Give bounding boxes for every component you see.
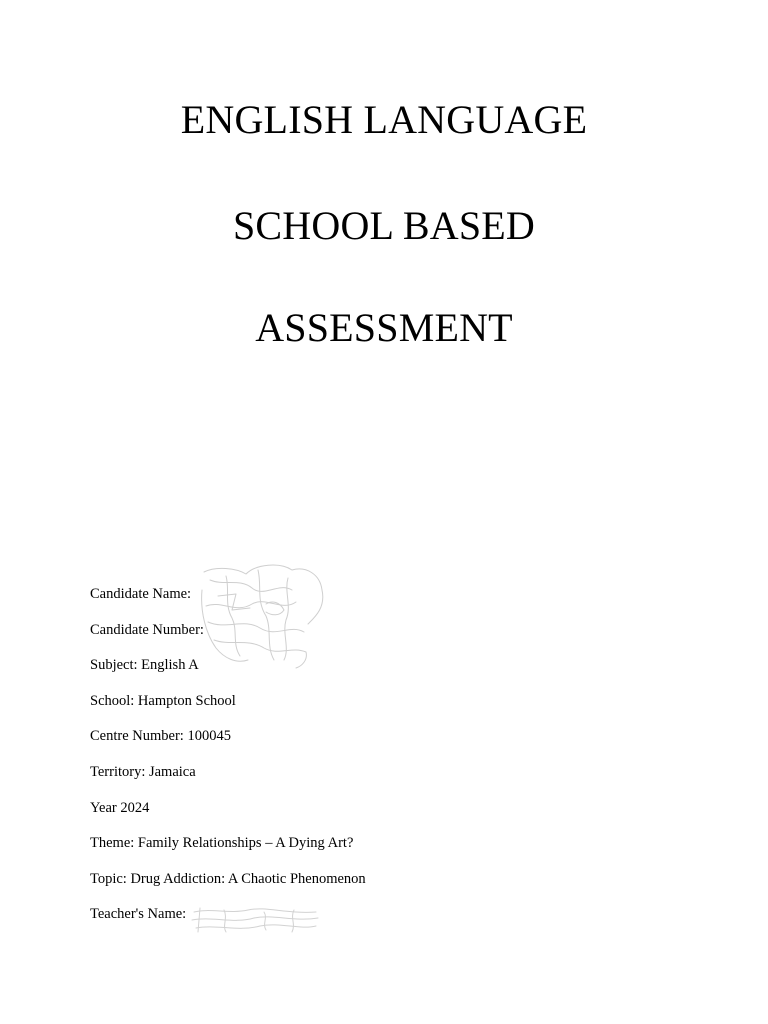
year-field: Year 2024	[90, 799, 150, 816]
theme-field: Theme: Family Relationships – A Dying Art?	[90, 835, 354, 852]
title-line-1: ENGLISH LANGUAGE	[180, 97, 588, 142]
candidate-number-field: Candidate Number:	[90, 621, 204, 638]
candidate-info-list	[90, 584, 690, 940]
title-line-2: SCHOOL BASED	[232, 203, 536, 248]
title-line-3: ASSESSMENT	[255, 305, 513, 350]
teacher-name-field: Teacher's Name:	[90, 906, 187, 923]
territory-field: Territory: Jamaica	[90, 763, 196, 780]
school-field: School: Hampton School	[90, 692, 236, 709]
candidate-name-field: Candidate Name:	[90, 586, 192, 602]
topic-field: Topic: Drug Addiction: A Chaotic Phenomenon	[90, 870, 366, 887]
subject-field: Subject: English A	[90, 657, 199, 674]
centre-number-field: Centre Number: 100045	[90, 728, 231, 745]
